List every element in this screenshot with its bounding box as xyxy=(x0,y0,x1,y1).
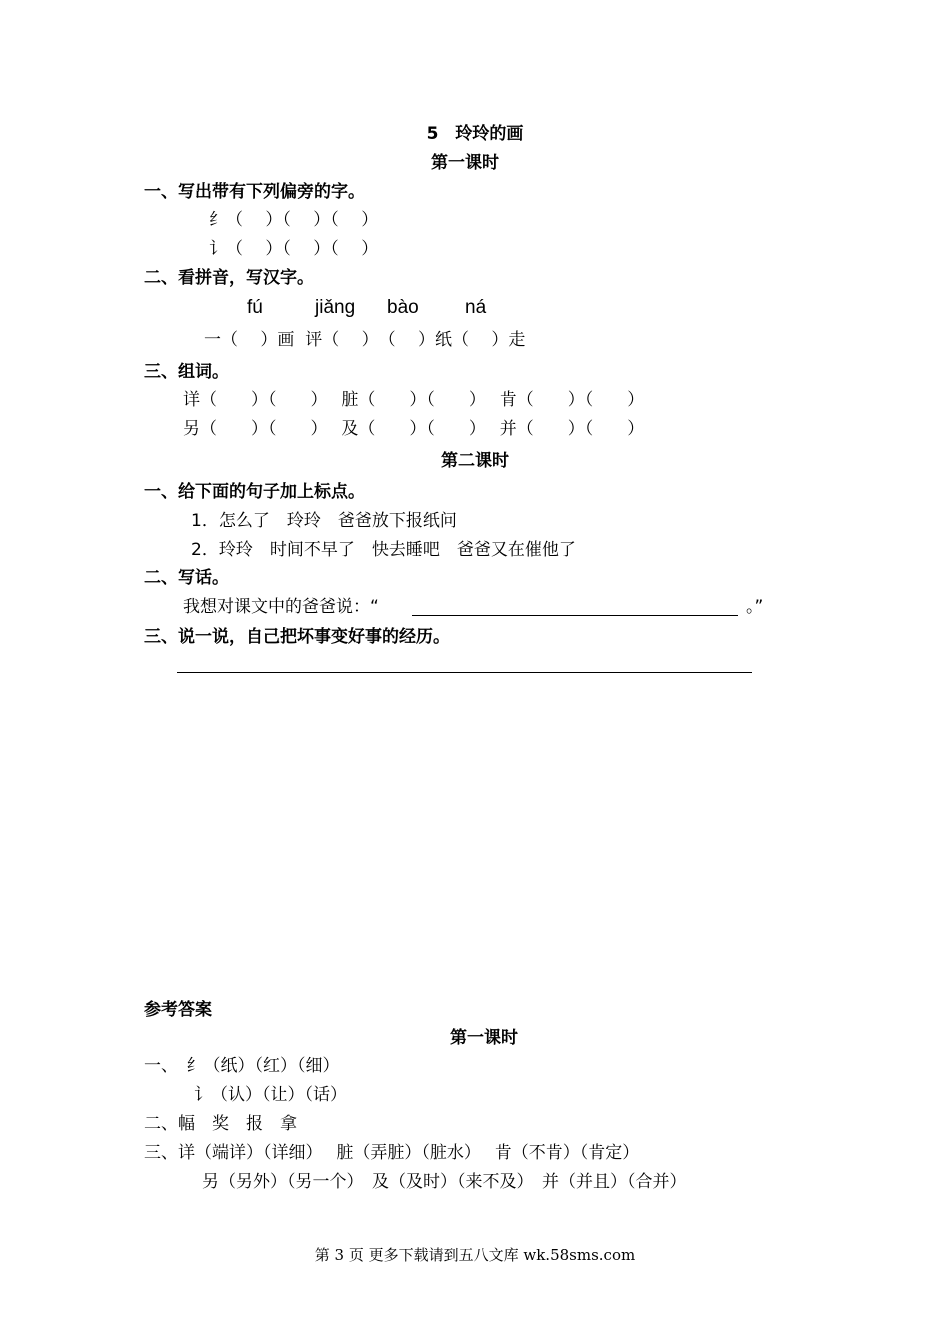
lesson1-q1-label: 一、写出带有下列偏旁的字。 xyxy=(144,182,365,202)
pinyin-fu: fú xyxy=(247,297,263,318)
page-footer: 第 3 页 更多下载请到五八文库 wk.58sms.com xyxy=(314,1246,636,1264)
answer-3-row2: 另（另外）（另一个） 及（及时）（来不及） 并（并且）（合并） xyxy=(202,1172,687,1192)
answers-lesson-heading: 第一课时 xyxy=(450,1028,518,1048)
lesson2-q1-s2: 2．玲玲 时间不早了 快去睡吧 爸爸又在催他了 xyxy=(191,540,576,560)
answer-1-row2: 讠（认）（让）（话） xyxy=(194,1085,347,1105)
experience-answer-line[interactable] xyxy=(177,672,752,673)
answer-1-row1: 一、 纟（纸）（红）（细） xyxy=(144,1056,340,1076)
pinyin-na: ná xyxy=(465,297,487,318)
write-prefix: 我想对课文中的爸爸说：“ xyxy=(183,597,379,617)
answer-3-row1: 三、详（端详）（详细） 脏（弄脏）（脏水） 肯（不肯）（肯定） xyxy=(144,1143,640,1163)
lesson1-q3-row2: 另（ ）（ ） 及（ ）（ ） 并（ ）（ ） xyxy=(183,419,645,439)
pinyin-bao: bào xyxy=(387,297,419,318)
lesson1-q2-label: 二、看拼音，写汉字。 xyxy=(144,268,314,288)
lesson2-q1-s1: 1．怎么了 玲玲 爸爸放下报纸问 xyxy=(191,511,457,531)
lesson2-q1-label: 一、给下面的句子加上标点。 xyxy=(144,482,365,502)
lesson2-q3-label: 三、说一说，自己把坏事变好事的经历。 xyxy=(144,627,450,647)
write-suffix: 。” xyxy=(746,597,764,617)
lesson1-q3-label: 三、组词。 xyxy=(144,362,229,382)
pinyin-jiang: jiǎng xyxy=(315,297,356,318)
lesson2-heading: 第二课时 xyxy=(441,451,509,471)
lesson1-q3-row1: 详（ ）（ ） 脏（ ）（ ） 肯（ ）（ ） xyxy=(183,390,645,410)
answers-heading: 参考答案 xyxy=(144,1000,212,1020)
lesson1-q1-row2: 讠（ ）（ ）（ ） xyxy=(209,239,379,259)
write-answer-line[interactable] xyxy=(412,615,738,616)
lesson1-q1-row1: 纟（ ）（ ）（ ） xyxy=(209,210,379,230)
lesson1-heading: 第一课时 xyxy=(431,153,499,173)
lesson2-q2-label: 二、写话。 xyxy=(144,568,229,588)
answer-2: 二、幅 奖 报 拿 xyxy=(144,1114,297,1134)
page-title: 5 玲玲的画 xyxy=(426,124,524,144)
lesson1-q2-line: 一（ ）画 评（ ） （ ）纸（ ）走 xyxy=(204,330,526,350)
